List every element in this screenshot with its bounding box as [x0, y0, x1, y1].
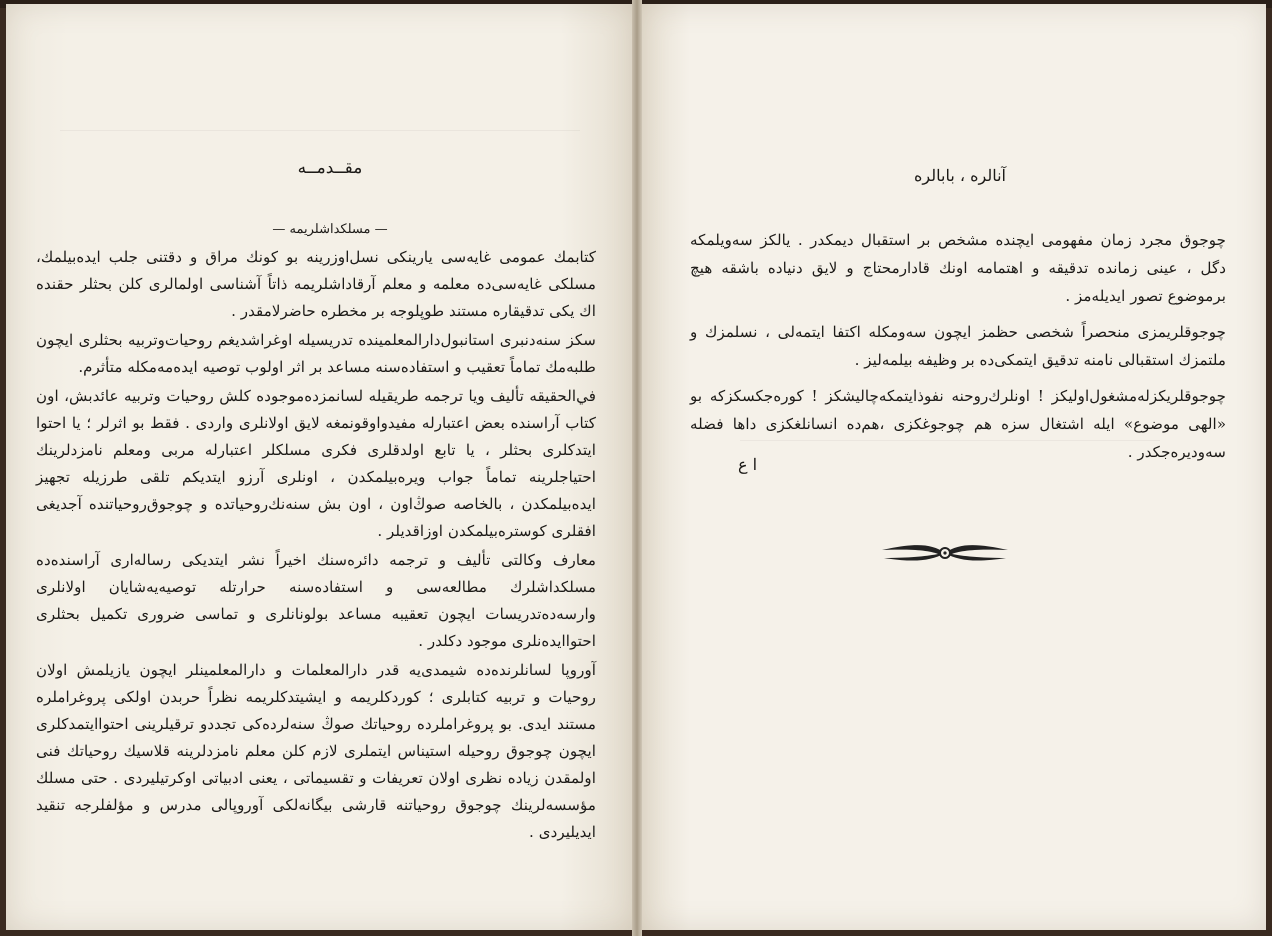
left-page-title: مقــدمــه [297, 158, 363, 178]
right-page-body [690, 226, 1226, 474]
paragraph: في‌الحقيقه تأليف ويا ترجمه طريقيله لسانمزده‌موجوده كلش روحيات وتربيه عائدبش، اون كتاب آراسنده بعض اعتبارله مفيد‌واوقونمغه لايق اولانلرى واردى . فقط بو اثرلر ؛ يا احتوا ايتدكلرى بحثلر ، يا تابع اولدقلرى فكرى مسلكلر اعتبارله مربى ومعلم نامزدلرينك احتياجلرينه تماماً جواب ويره‌بيلمكدن ، اونلرى آرزو ايتديكم تلقى طرزيله تجهيز ايده‌بيلمكدن ، بالخاصه صوڭ‌اون ، اون بش سنه‌نك‌روحياتده و چوجوق‌روحياتنده آجديغى افقلرى كوسترە‌بيلمكدن اوزاقديلر . [36, 387, 596, 540]
right-page-title: آنالره ، بابالره [914, 166, 1006, 185]
paragraph: سكز سنه‌دنبرى استانبول‌دارالمعلمينده تدريسيله اوغراشديغم روحيات‌وتربيه بحثلرى ايچون طلبه‌مك تماماً تعقيب و استفاده‌سنه مساعد بر اثر اولوب توصيه ايده‌مه‌مكله متأثرم. [36, 331, 596, 376]
paragraph: چوجوق مجرد زمان مفهومى ايچنده مشخص بر استقبال ديمكدر . يالكز سه‌ويلمكه دگل ، عينى زمانده تدقيقه و اهتمامه اونك قادار‌محتاج و لايق دنياده باشقه هيچ برموضوع تصور ايديله‌مز . [690, 231, 1226, 305]
left-page-subtitle: — مسلكداشلريمه — [272, 222, 388, 237]
book-gutter [632, 0, 642, 936]
ornament-icon [880, 538, 1010, 568]
paragraph: كتابمك عمومى غايه‌سى يارينكى نسل‌اوزرينه بو كونك مراق و دقتنى جلب ايده‌بيلمك، مسلكى غايه‌سى‌ده معلمه و معلم آرقاداشلريمه ذاتاً آشناسى اولمالرى كلن بحثلر حقنده اك يكى تدقيقاره مستند طوپلوجه بر مخطره حاضرلامقدر . [36, 248, 596, 320]
left-page-body [36, 244, 596, 848]
paragraph: آوروپا لسانلرنده‌ده شيمدى‌يه قدر دارالمعلمات و دارالمعلمينلر ايچون يازيلمش اولان روحيات و تربيه كتابلرى ؛ كوردكلريمه و ايشيتدكلريمه نظراً حربدن اولكى پروغراملره مستند ايدى. بو پروغراملرده روحياتك صوڭ سنه‌لرده‌كى تجددو ترقيلرينى احتوا‌ايتمدكلرى ايچون چوجوق روحيله استيناس ايتملرى لازم كلن معلم نامزدلرينه قلاسيك روحياتك فنى اولمقدن زياده نظرى اولان تعريفات و تقسيماتى ، يعنى ادبياتى اوكرتيليردى . حتى مسلك مؤسسه‌لرينك چوجوق روحياتنه قارشى بيگانه‌لكى آوروپالى مدرس و مؤلفلرجه تنقيد ايديليردى . [36, 661, 596, 841]
paragraph: چوجوقلريكزله‌مشغول‌اوليكز ! اونلرك‌روحنه نفوذايتمكه‌چاليشكز ! كوره‌جكسكزكه بو «الهى موضوع» ايله اشتغال سزه هم چوجوغكزى ،هم‌ده انسانلغكزى داها فضله سه‌وديره‌جكدر . [690, 387, 1226, 461]
paragraph: معارف وكالتى تأليف و ترجمه دائره‌سنك اخيراً نشر ايتديكى رساله‌ارى آراسنده‌ده مسلكداشلرك مطالعه‌سى و استفاده‌سنه حرارتله توصيه‌يه‌شايان اولانلرى وارسه‌ده‌تدريسات ايچون تعقيبه مساعد بولونانلرى و تماسى ضرورى تكميل بحثلرى احتوا‌ايده‌نلرى موجود دكلدر . [36, 551, 596, 650]
paragraph: چوجوقلريمزى منحصراً شخصى حظمز ايچون سه‌ومكله اكتفا ايتمه‌لى ، نسلمزك و ملتمزك استقبالى نامنه تدقيق ايتمكى‌ده بر وظيفه بيلمه‌ليز . [690, 323, 1226, 369]
signature: ا ع [738, 455, 758, 474]
